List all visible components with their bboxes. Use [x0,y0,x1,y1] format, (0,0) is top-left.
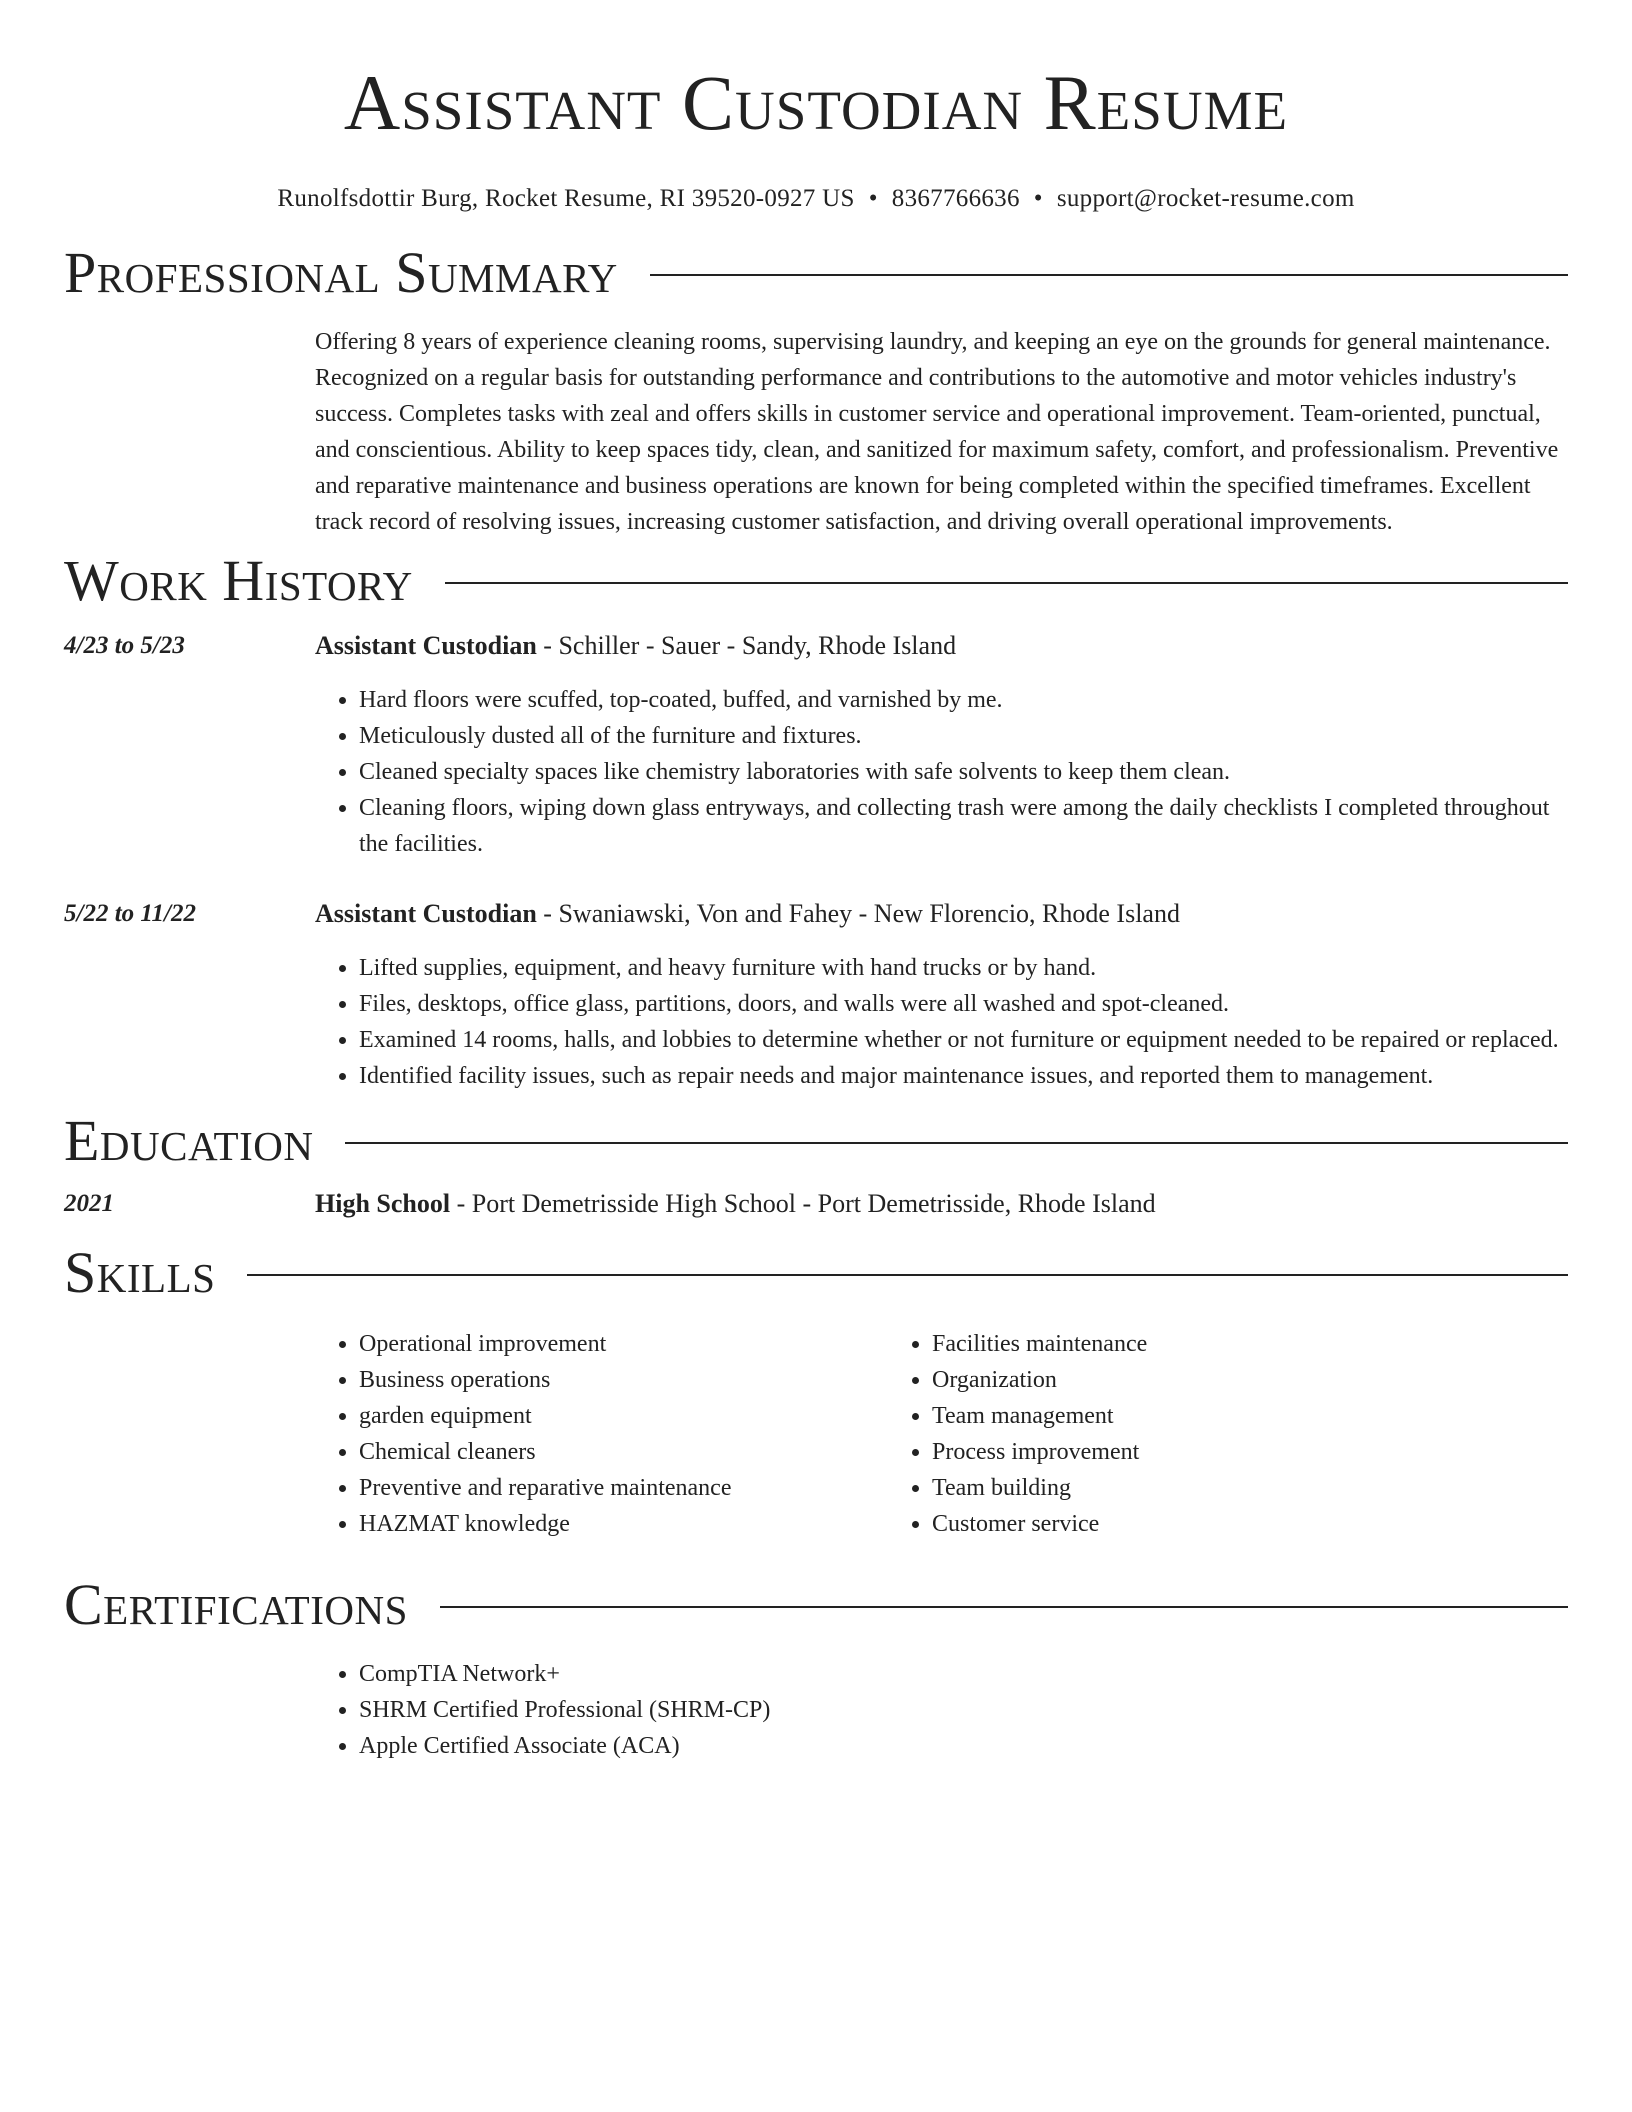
job-bullet: • Examined 14 rooms, halls, and lobbies to determine whether or not furniture or equipment needed to be repaired or replaced. [359,1022,1568,1058]
education-body [315,1186,1568,1222]
contact-separator: • [868,185,878,212]
skill-item: • Facilities maintenance [932,1326,1461,1362]
summary-text: Offering 8 years of experience cleaning rooms, supervising laundry, and keeping an eye on the grounds for general maintenance. Recognized on a regular basis for outstanding performance and contributions to the automotive and motor vehicles industry's success. Completes tasks with zeal and offers skills in customer service and operational improvement. Team-oriented, punctual, and conscientious. Ability to keep spaces tidy, clean, and sanitized for maximum safety, comfort, and professionalism. Preventive and reparative maintenance and business operations are known for being completed within the specified timeframes. Excellent track record of resolving issues, increasing customer satisfaction, and driving overall operational improvements. [315,329,1559,535]
job-heading [315,628,1568,664]
education-details: - Port Demetrisside High School - Port Demetrisside, Rhode Island [450,1189,1156,1218]
job-role: Assistant Custodian [315,631,537,660]
skill-item: • garden equipment [359,1398,888,1434]
certifications-list [315,1656,1568,1764]
section-divider [650,274,1568,276]
skill-item: • Team building [932,1470,1461,1506]
job-entry [64,896,1568,1094]
skills-list-right [888,1326,1461,1542]
certification-item: • CompTIA Network+ [359,1656,1568,1692]
education-heading: Education [64,1108,314,1173]
skill-item: • Operational improvement [359,1326,888,1362]
certification-item: • SHRM Certified Professional (SHRM-CP) [359,1692,1568,1728]
summary-section-header [64,240,1568,306]
skills-heading: Skills [64,1240,216,1305]
work-heading: Work History [64,548,413,613]
section-divider [247,1274,1568,1276]
section-divider [345,1142,1568,1144]
section-divider [440,1606,1568,1608]
certifications-block [315,1656,1568,1764]
contact-line [64,184,1568,214]
education-entry [64,1186,1568,1222]
work-section-header [64,548,1568,614]
job-body [315,896,1568,1094]
job-bullet: • Files, desktops, office glass, partitions, doors, and walls were all washed and spot-cleaned. [359,986,1568,1022]
education-section-header [64,1108,1568,1174]
section-divider [445,582,1568,584]
summary-heading: Professional Summary [64,240,618,305]
job-bullet: • Identified facility issues, such as repair needs and major maintenance issues, and reported them to management. [359,1058,1568,1094]
skill-item: • Process improvement [932,1434,1461,1470]
job-date: 4/23 to 5/23 [64,632,185,659]
certification-item: • Apple Certified Associate (ACA) [359,1728,1568,1764]
contact-phone: 8367766636 [891,185,1020,212]
resume-title: Assistant Custodian Resume [343,59,1289,146]
job-bullet: • Lifted supplies, equipment, and heavy furniture with hand trucks or by hand. [359,950,1568,986]
skill-item: • Team management [932,1398,1461,1434]
certifications-heading: Certifications [64,1572,408,1637]
job-details: - Schiller - Sauer - Sandy, Rhode Island [536,631,957,660]
job-entry [64,628,1568,862]
job-date: 5/22 to 11/22 [64,900,196,927]
job-bullet: • Cleaned specialty spaces like chemistry laboratories with safe solvents to keep them clean. [359,754,1568,790]
job-bullet: • Cleaning floors, wiping down glass entryways, and collecting trash were among the daily checklists I completed throughout the facilities. [359,790,1568,862]
job-bullet: • Hard floors were scuffed, top-coated, buffed, and varnished by me. [359,682,1568,718]
skill-item: • Customer service [932,1506,1461,1542]
education-heading-line [315,1186,1568,1222]
skill-item: • Organization [932,1362,1461,1398]
contact-email: support@rocket-resume.com [1056,185,1355,212]
contact-separator: • [1033,185,1043,212]
job-heading [315,896,1568,932]
job-body [315,628,1568,862]
job-bullets [315,950,1568,1094]
education-date: 2021 [64,1190,114,1217]
job-role: Assistant Custodian [315,899,537,928]
skills-columns [315,1326,1568,1542]
job-bullet: • Meticulously dusted all of the furniture and fixtures. [359,718,1568,754]
job-bullets [315,682,1568,862]
skill-item: • Chemical cleaners [359,1434,888,1470]
contact-address: Runolfsdottir Burg, Rocket Resume, RI 39520-0927 US [277,185,855,212]
certifications-section-header [64,1572,1568,1638]
education-degree: High School [315,1189,451,1218]
skills-list-left [315,1326,888,1542]
job-details: - Swaniawski, Von and Fahey - New Florencio, Rhode Island [536,899,1180,928]
skill-item: • Preventive and reparative maintenance [359,1470,888,1506]
skills-section-header [64,1240,1568,1306]
skill-item: • HAZMAT knowledge [359,1506,888,1542]
skill-item: • Business operations [359,1362,888,1398]
